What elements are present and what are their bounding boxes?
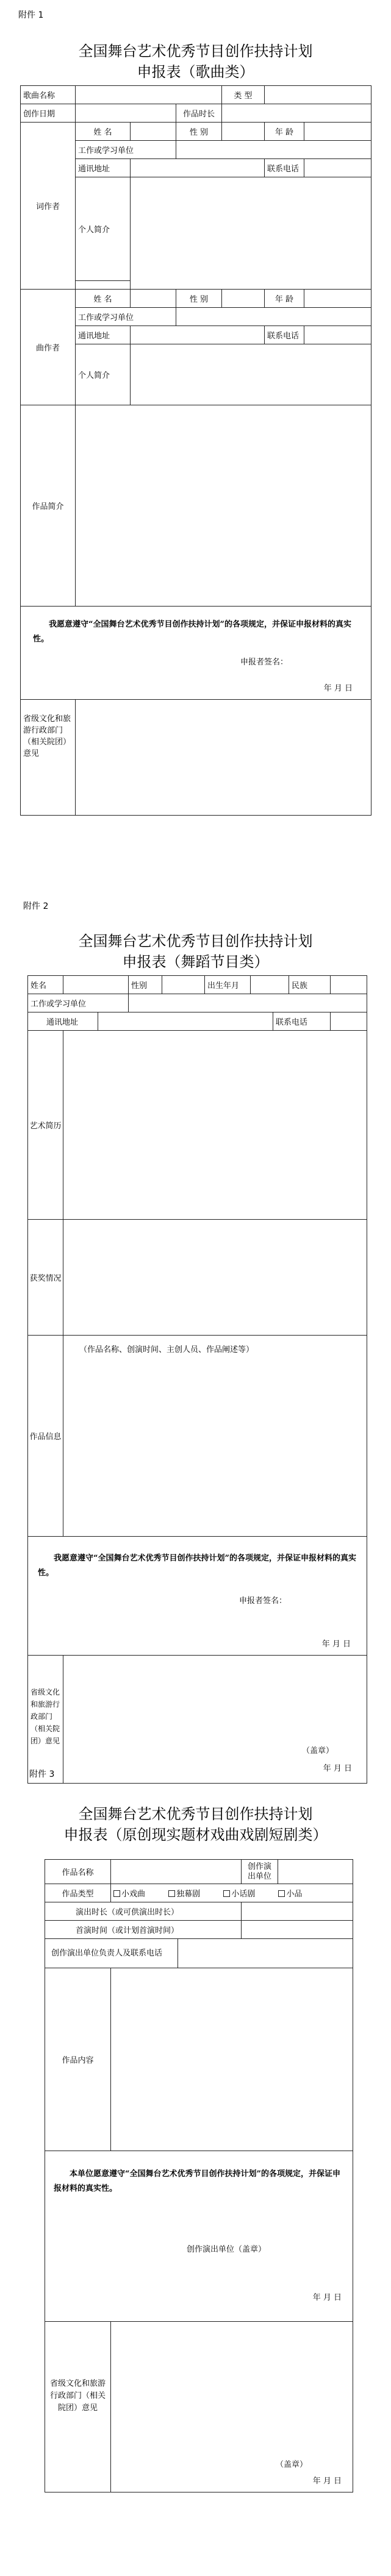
- a2-art-bio-label: 艺术简历: [28, 1031, 63, 1220]
- a3-type-option-1[interactable]: 小戏曲: [113, 1890, 145, 1899]
- a3-contact-field[interactable]: [178, 1939, 353, 1968]
- a1-subtitle: 申报表（歌曲类）: [137, 63, 254, 80]
- checkbox-icon: [278, 1890, 285, 1897]
- a1-composer-name-field[interactable]: [131, 290, 176, 308]
- a1-type-label: 类 型: [222, 86, 265, 104]
- a3-creator-unit-field[interactable]: [278, 1860, 353, 1884]
- a1-signature-label: 申报者签名：: [240, 658, 289, 667]
- a1-creation-date-field[interactable]: [76, 104, 176, 123]
- a1-composer-name-label: 姓 名: [76, 290, 131, 308]
- a3-premiere-label: 首演时间（或计划首演时间）: [45, 1921, 242, 1939]
- a3-content-label: 作品内容: [45, 1968, 111, 2151]
- a2-opinion-label: 省级文化和旅游行政部门（相关院团）意见: [28, 1656, 63, 1784]
- a2-opinion-field[interactable]: [63, 1656, 367, 1784]
- a1-opinion-field[interactable]: [76, 700, 371, 816]
- a1-duration-field[interactable]: [222, 104, 371, 123]
- a1-lyricist-bio-label: 个人简介: [76, 177, 131, 281]
- a3-type-option-2[interactable]: 独幕剧: [168, 1890, 200, 1899]
- a3-work-name-field[interactable]: [111, 1860, 242, 1884]
- a3-date-line: 年 月 日: [312, 2293, 342, 2302]
- a3-subtitle: 申报表（原创现实题材戏曲戏剧短剧类）: [63, 1826, 328, 1843]
- a3-type-option-3[interactable]: 小话剧: [223, 1890, 255, 1899]
- a2-work-unit-field[interactable]: [129, 994, 367, 1012]
- a3-declaration-cell: [45, 2151, 353, 2322]
- a3-seal-label: （盖章）: [275, 2460, 307, 2469]
- a2-work-info-hint: （作品名称、创演时间、主创人员、作品阐述等）: [79, 1345, 254, 1354]
- a1-lyricist-name-label: 姓 名: [76, 123, 131, 141]
- a3-work-type-options: [111, 1884, 353, 1902]
- checkbox-icon: [113, 1890, 120, 1897]
- a1-title: 全国舞台艺术优秀节目创作扶持计划: [78, 43, 313, 60]
- a2-address-field[interactable]: [98, 1012, 273, 1031]
- a3-opinion-field[interactable]: [111, 2322, 353, 2492]
- a2-gender-label: 性别: [129, 976, 162, 994]
- a2-title: 全国舞台艺术优秀节目创作扶持计划: [78, 933, 313, 950]
- a2-phone-label: 联系电话: [273, 1012, 331, 1031]
- a1-composer-phone-label: 联系电话: [265, 326, 304, 344]
- a2-address-label: 通讯地址: [28, 1012, 98, 1031]
- a2-work-info-field[interactable]: [63, 1336, 367, 1537]
- a3-premiere-field[interactable]: [242, 1921, 353, 1939]
- a1-composer-address-field[interactable]: [131, 326, 265, 344]
- a2-birth-field[interactable]: [251, 976, 289, 994]
- a3-creator-unit-label: 创作演出单位: [242, 1860, 278, 1884]
- checkbox-icon: [223, 1890, 230, 1897]
- a3-work-type-label: 作品类型: [45, 1884, 111, 1902]
- a1-declaration-cell: [21, 607, 371, 700]
- a2-seal-date: 年 月 日: [323, 1764, 352, 1773]
- a2-declaration-cell: [28, 1537, 367, 1656]
- a2-name-label: 姓名: [28, 976, 63, 994]
- a2-declaration-text: 我愿意遵守“全国舞台艺术优秀节目创作扶持计划”的各项规定，并保证申报材料的真实性。: [38, 1554, 356, 1578]
- a1-lyricist-age-field[interactable]: [304, 123, 371, 141]
- a3-seal-date: 年 月 日: [312, 2477, 342, 2486]
- a1-lyricist-name-field[interactable]: [131, 123, 176, 141]
- a2-birth-label: 出生年月: [205, 976, 251, 994]
- a2-name-field[interactable]: [63, 976, 129, 994]
- a2-subtitle: 申报表（舞蹈节目类）: [122, 953, 269, 970]
- a1-lyricist-gender-label: 性 别: [176, 123, 222, 141]
- a1-type-field[interactable]: [265, 86, 371, 104]
- a1-work-intro-label: 作品简介: [21, 405, 76, 607]
- a1-form-table: [20, 85, 371, 816]
- a1-lyricist-address-field[interactable]: [131, 159, 265, 177]
- a1-composer-work-unit-field[interactable]: [176, 308, 371, 326]
- a1-lyricist-address-label: 通讯地址: [76, 159, 131, 177]
- a1-composer-age-field[interactable]: [304, 290, 371, 308]
- a2-phone-field[interactable]: [331, 1012, 367, 1031]
- a1-composer-gender-label: 性 别: [176, 290, 222, 308]
- a1-composer-bio-label: 个人简介: [76, 344, 131, 405]
- a2-date-line: 年 月 日: [321, 1640, 351, 1649]
- a1-lyricist-age-label: 年 龄: [265, 123, 304, 141]
- a3-contact-label: 创作演出单位负责人及联系电话: [45, 1939, 178, 1968]
- a3-opinion-label: 省级文化和旅游行政部门（相关院团）意见: [45, 2322, 111, 2492]
- a2-work-unit-label: 工作或学习单位: [28, 994, 129, 1012]
- a3-work-name-label: 作品名称: [45, 1860, 111, 1884]
- a2-gender-field[interactable]: [162, 976, 205, 994]
- a2-form-table: [27, 975, 367, 1784]
- attachment-1-label: 附件 1: [18, 10, 44, 20]
- a1-lyricist-bio-field[interactable]: [131, 177, 371, 290]
- a1-creation-date-label: 创作日期: [21, 104, 76, 123]
- a3-title: 全国舞台艺术优秀节目创作扶持计划: [78, 1806, 313, 1823]
- a1-date-line: 年 月 日: [323, 684, 353, 693]
- a2-seal-label: （盖章）: [301, 1746, 334, 1756]
- checkbox-icon: [168, 1890, 175, 1897]
- a2-signature-label: 申报者签名：: [239, 1596, 287, 1606]
- a1-lyricist-gender-field[interactable]: [222, 123, 265, 141]
- a1-song-name-field[interactable]: [76, 86, 222, 104]
- a1-composer-work-unit-label: 工作或学习单位: [76, 308, 176, 326]
- a3-form-table: [45, 1859, 353, 2492]
- a1-composer-phone-field[interactable]: [304, 326, 371, 344]
- a3-declaration-text: 本单位愿意遵守“全国舞台艺术优秀节目创作扶持计划”的各项规定，并保证申报材料的真实性。: [54, 2169, 340, 2193]
- a1-lyricist-work-unit-field[interactable]: [176, 141, 371, 159]
- a3-duration-field[interactable]: [242, 1902, 353, 1921]
- a1-declaration-text: 我愿意遵守“全国舞台艺术优秀节目创作扶持计划”的各项规定，并保证申报材料的真实性。: [33, 620, 351, 644]
- a2-art-bio-field[interactable]: [63, 1031, 367, 1220]
- a1-composer-address-label: 通讯地址: [76, 326, 131, 344]
- attachment-2-label: 附件 2: [23, 902, 49, 911]
- a1-lyricist-label: 词作者: [21, 123, 76, 290]
- a1-lyricist-work-unit-label: 工作或学习单位: [76, 141, 176, 159]
- a2-ethnicity-label: 民族: [289, 976, 331, 994]
- a1-composer-label: 曲作者: [21, 290, 76, 405]
- a1-composer-gender-field[interactable]: [222, 290, 265, 308]
- a3-duration-label: 演出时长（或可供演出时长）: [45, 1902, 242, 1921]
- a2-awards-field[interactable]: [63, 1220, 367, 1336]
- a3-content-field[interactable]: [111, 1968, 353, 2151]
- a1-lyricist-bio-spacer: [76, 281, 131, 290]
- a1-song-name-label: 歌曲名称: [21, 86, 76, 104]
- a3-type-option-4[interactable]: 小品: [278, 1890, 302, 1899]
- a2-ethnicity-field[interactable]: [331, 976, 367, 994]
- a1-composer-bio-field[interactable]: [131, 344, 371, 405]
- attachment-3-label: 附件 3: [29, 1770, 55, 1779]
- a1-work-intro-field[interactable]: [76, 405, 371, 607]
- a1-duration-label: 作品时长: [176, 104, 222, 123]
- a1-lyricist-phone-label: 联系电话: [265, 159, 304, 177]
- a1-lyricist-phone-field[interactable]: [304, 159, 371, 177]
- a3-unit-seal-label: 创作演出单位（盖章）: [187, 2245, 267, 2254]
- a1-composer-age-label: 年 龄: [265, 290, 304, 308]
- a1-opinion-label: 省级文化和旅游行政部门（相关院团）意见: [21, 700, 76, 816]
- a2-awards-label: 获奖情况: [28, 1220, 63, 1336]
- a2-work-info-label: 作品信息: [28, 1336, 63, 1537]
